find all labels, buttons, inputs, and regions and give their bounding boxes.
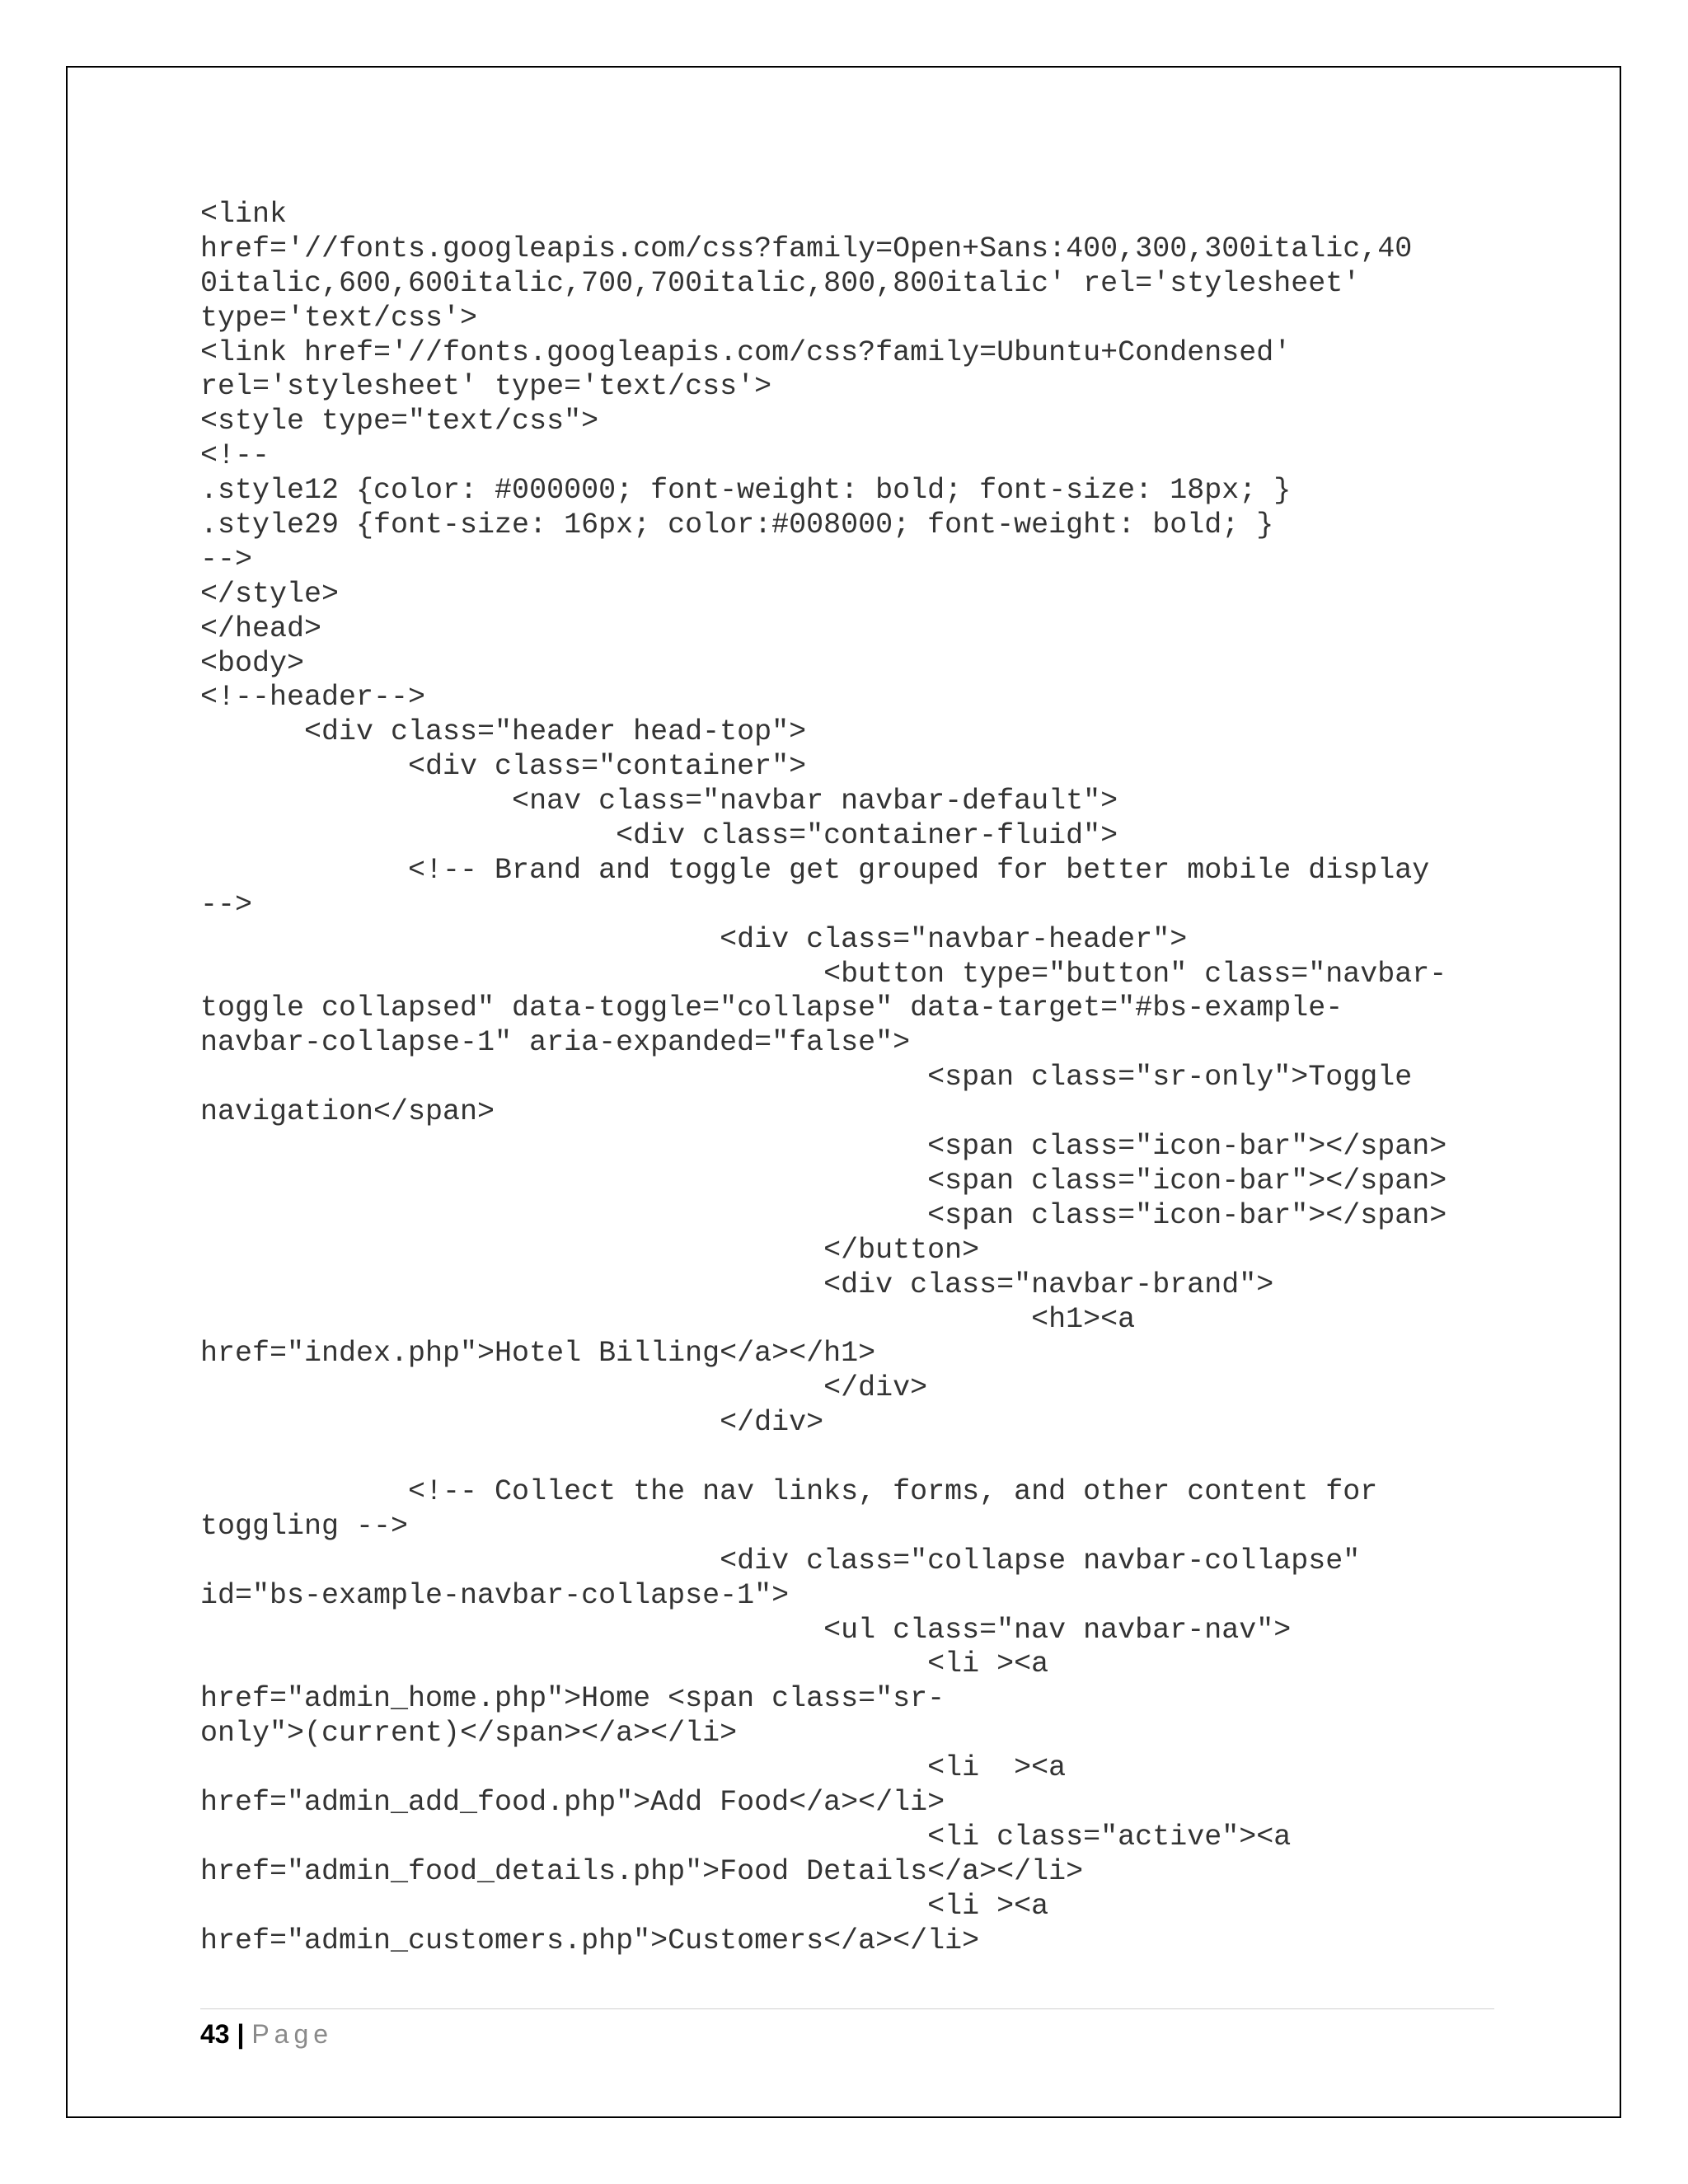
- code-line: navigation</span>: [200, 1095, 495, 1129]
- page-footer: [200, 2016, 333, 2052]
- code-line: <h1><a: [200, 1302, 1136, 1336]
- code-line: type='text/css'>: [200, 301, 478, 335]
- code-line: rel='stylesheet' type='text/css'>: [200, 370, 772, 404]
- code-line: <button type="button" class="navbar-: [200, 957, 1447, 991]
- code-line: <li class="active"><a: [200, 1820, 1292, 1854]
- code-listing: [200, 198, 1447, 1958]
- code-line: 0italic,600,600italic,700,700italic,800,800italic' rel='stylesheet': [200, 266, 1361, 300]
- code-line: href='//fonts.googleapis.com/css?family=Open+Sans:400,300,300italic,40: [200, 232, 1413, 265]
- code-line: <!-- Brand and toggle get grouped for better mobile display: [200, 853, 1430, 887]
- code-line: <!-- Collect the nav links, forms, and other content for: [200, 1474, 1378, 1508]
- code-line: <li ><a: [200, 1647, 1049, 1681]
- code-line: toggling -->: [200, 1509, 409, 1543]
- code-line: only">(current)</span></a></li>: [200, 1717, 738, 1750]
- code-line: <div class="container">: [200, 750, 807, 784]
- code-line: <!--: [200, 439, 270, 473]
- code-line: href="admin_home.php">Home <span class="sr-: [200, 1682, 945, 1716]
- code-line: id="bs-example-navbar-collapse-1">: [200, 1578, 790, 1612]
- code-line: href="admin_food_details.php">Food Details</a></li>: [200, 1854, 1084, 1888]
- code-line: href="admin_add_food.php">Add Food</a></li>: [200, 1785, 945, 1819]
- code-line: <div class="collapse navbar-collapse": [200, 1544, 1361, 1577]
- code-line: </head>: [200, 612, 322, 645]
- code-line: [200, 1441, 1447, 1475]
- code-line: <style type="text/css">: [200, 405, 599, 438]
- code-line: .style29 {font-size: 16px; color:#008000; font-weight: bold; }: [200, 509, 1274, 542]
- code-line: </div>: [200, 1406, 824, 1440]
- code-line: <li ><a: [200, 1889, 1049, 1923]
- footer-divider: [200, 2008, 1494, 2009]
- code-line: navbar-collapse-1" aria-expanded="false">: [200, 1026, 911, 1060]
- code-line: <div class="container-fluid">: [200, 819, 1118, 853]
- code-line: </div>: [200, 1371, 928, 1405]
- code-line: <span class="icon-bar"></span>: [200, 1164, 1447, 1197]
- code-line: <nav class="navbar navbar-default">: [200, 785, 1118, 818]
- page-number: 43: [200, 2019, 230, 2049]
- code-line: <link: [200, 198, 288, 231]
- code-line: <link href='//fonts.googleapis.com/css?family=Ubuntu+Condensed': [200, 335, 1292, 369]
- code-line: toggle collapsed" data-toggle="collapse" data-target="#bs-example-: [200, 991, 1343, 1025]
- code-line: <span class="icon-bar"></span>: [200, 1130, 1447, 1164]
- code-line: .style12 {color: #000000; font-weight: bold; font-size: 18px; }: [200, 474, 1292, 508]
- code-line: <span class="sr-only">Toggle: [200, 1061, 1413, 1094]
- page-label: Page: [251, 2019, 334, 2049]
- code-line: <li ><a: [200, 1751, 1067, 1785]
- code-line: <div class="navbar-header">: [200, 922, 1188, 956]
- code-line: -->: [200, 888, 253, 921]
- code-line: href="index.php">Hotel Billing</a></h1>: [200, 1337, 876, 1371]
- code-line: <div class="navbar-brand">: [200, 1268, 1274, 1301]
- code-line: href="admin_customers.php">Customers</a></li>: [200, 1924, 980, 1957]
- code-line: <span class="icon-bar"></span>: [200, 1198, 1447, 1232]
- code-line: <!--header-->: [200, 681, 426, 715]
- code-line: <div class="header head-top">: [200, 715, 807, 749]
- code-line: -->: [200, 542, 253, 576]
- code-line: </style>: [200, 577, 340, 611]
- page-separator: |: [237, 2019, 245, 2049]
- code-line: <ul class="nav navbar-nav">: [200, 1613, 1292, 1647]
- code-line: <body>: [200, 646, 305, 680]
- code-line: </button>: [200, 1233, 980, 1267]
